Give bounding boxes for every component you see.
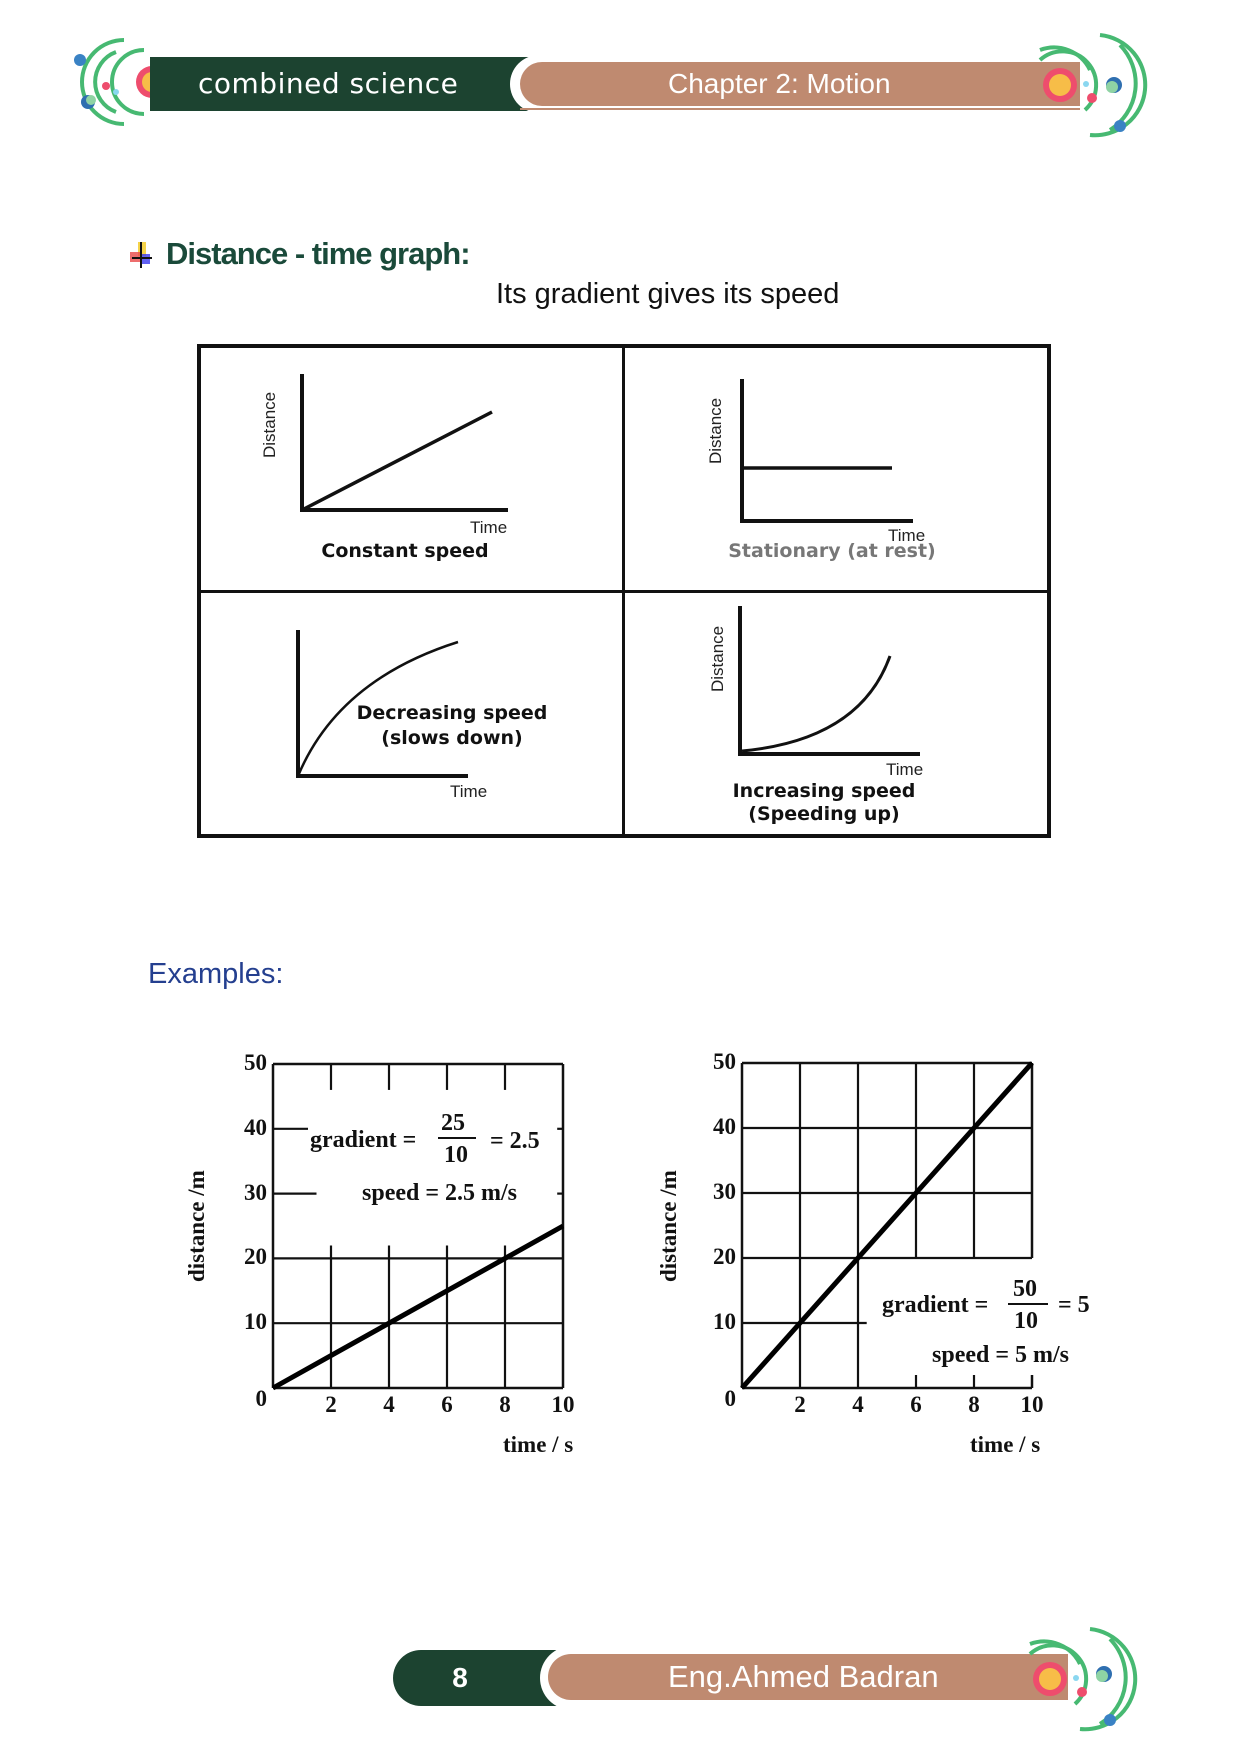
x-axis-title: time / s: [503, 1432, 574, 1457]
y-tick-label: 40: [713, 1114, 736, 1139]
y-axis-label: Distance: [708, 625, 727, 692]
section-title: Distance - time graph:: [166, 236, 470, 271]
x-tick-label: 8: [499, 1392, 511, 1417]
footer-author: Eng.Ahmed Badran: [668, 1659, 939, 1694]
examples-heading: Examples:: [148, 958, 284, 990]
y-tick-label: 50: [244, 1050, 267, 1075]
x-tick-label: 2: [794, 1392, 806, 1417]
page-number: 8: [452, 1662, 468, 1693]
x-tick-label: 2: [325, 1392, 337, 1417]
y-tick-label: 30: [713, 1179, 736, 1204]
graph-caption: Stationary (at rest): [728, 540, 936, 562]
x-axis-label: Time: [888, 526, 926, 545]
graph-caption-line-1: Increasing speed: [732, 780, 916, 802]
x-axis-label: Time: [470, 518, 508, 537]
gradient-numerator: 25: [441, 1110, 465, 1136]
y-tick-label: 0: [255, 1386, 267, 1411]
gradient-denominator: 10: [1014, 1308, 1038, 1334]
y-tick-label: 40: [244, 1114, 267, 1140]
y-axis-title: distance /m: [656, 1170, 681, 1282]
speed-label: speed =: [362, 1180, 440, 1206]
graph-caption-line-2: (Speeding up): [748, 803, 900, 825]
y-tick-label: 10: [244, 1309, 267, 1335]
fraction-bar: [1008, 1303, 1048, 1305]
x-tick-label: 8: [968, 1392, 980, 1417]
x-tick-label: 6: [910, 1392, 922, 1417]
graph-caption-line-1: Decreasing speed: [356, 702, 548, 724]
gradient-numerator: 50: [1013, 1276, 1037, 1302]
distance-line: [742, 1063, 1032, 1388]
header-chapter-title: Chapter 2: Motion: [668, 68, 891, 99]
y-tick-label: 30: [244, 1179, 267, 1205]
y-axis-label: Distance: [260, 391, 279, 458]
y-axis-title: distance /m: [184, 1170, 209, 1282]
graph-caption-line-2: (slows down): [381, 727, 523, 749]
y-tick-label: 20: [713, 1244, 736, 1269]
header-subject-title: combined science: [198, 67, 459, 100]
speed-annotation: [928, 1342, 1073, 1369]
solar-system-decoration-icon: [1020, 1624, 1140, 1734]
speed-label: speed =: [932, 1342, 1010, 1368]
y-axis-label: Distance: [706, 397, 725, 464]
x-axis-label: Time: [886, 760, 924, 779]
x-axis-title: time / s: [970, 1432, 1041, 1457]
y-tick-label: 20: [244, 1244, 267, 1270]
gradient-label: gradient =: [310, 1127, 417, 1153]
x-tick-label: 4: [383, 1392, 395, 1417]
speed-value: 2.5: [445, 1180, 476, 1206]
speed-value: 5: [1015, 1342, 1028, 1368]
x-tick-label: 10: [551, 1392, 575, 1417]
x-tick-label: 4: [852, 1392, 864, 1417]
speed-unit: m/s: [481, 1180, 518, 1206]
graph-caption: Constant speed: [321, 540, 489, 562]
gradient-label: gradient =: [882, 1292, 989, 1318]
y-tick-label: 0: [724, 1386, 736, 1411]
x-tick-label: 6: [441, 1392, 453, 1417]
gradient-result: = 2.5: [490, 1128, 540, 1154]
speed-unit: m/s: [1033, 1342, 1070, 1368]
x-axis-label: Time: [450, 782, 488, 801]
section-subtitle: Its gradient gives its speed: [496, 278, 840, 310]
y-tick-label: 50: [713, 1049, 736, 1074]
gradient-denominator: 10: [444, 1142, 468, 1168]
x-tick-label: 10: [1020, 1392, 1044, 1417]
y-tick-label: 10: [713, 1309, 736, 1334]
gradient-result: = 5: [1058, 1292, 1090, 1318]
